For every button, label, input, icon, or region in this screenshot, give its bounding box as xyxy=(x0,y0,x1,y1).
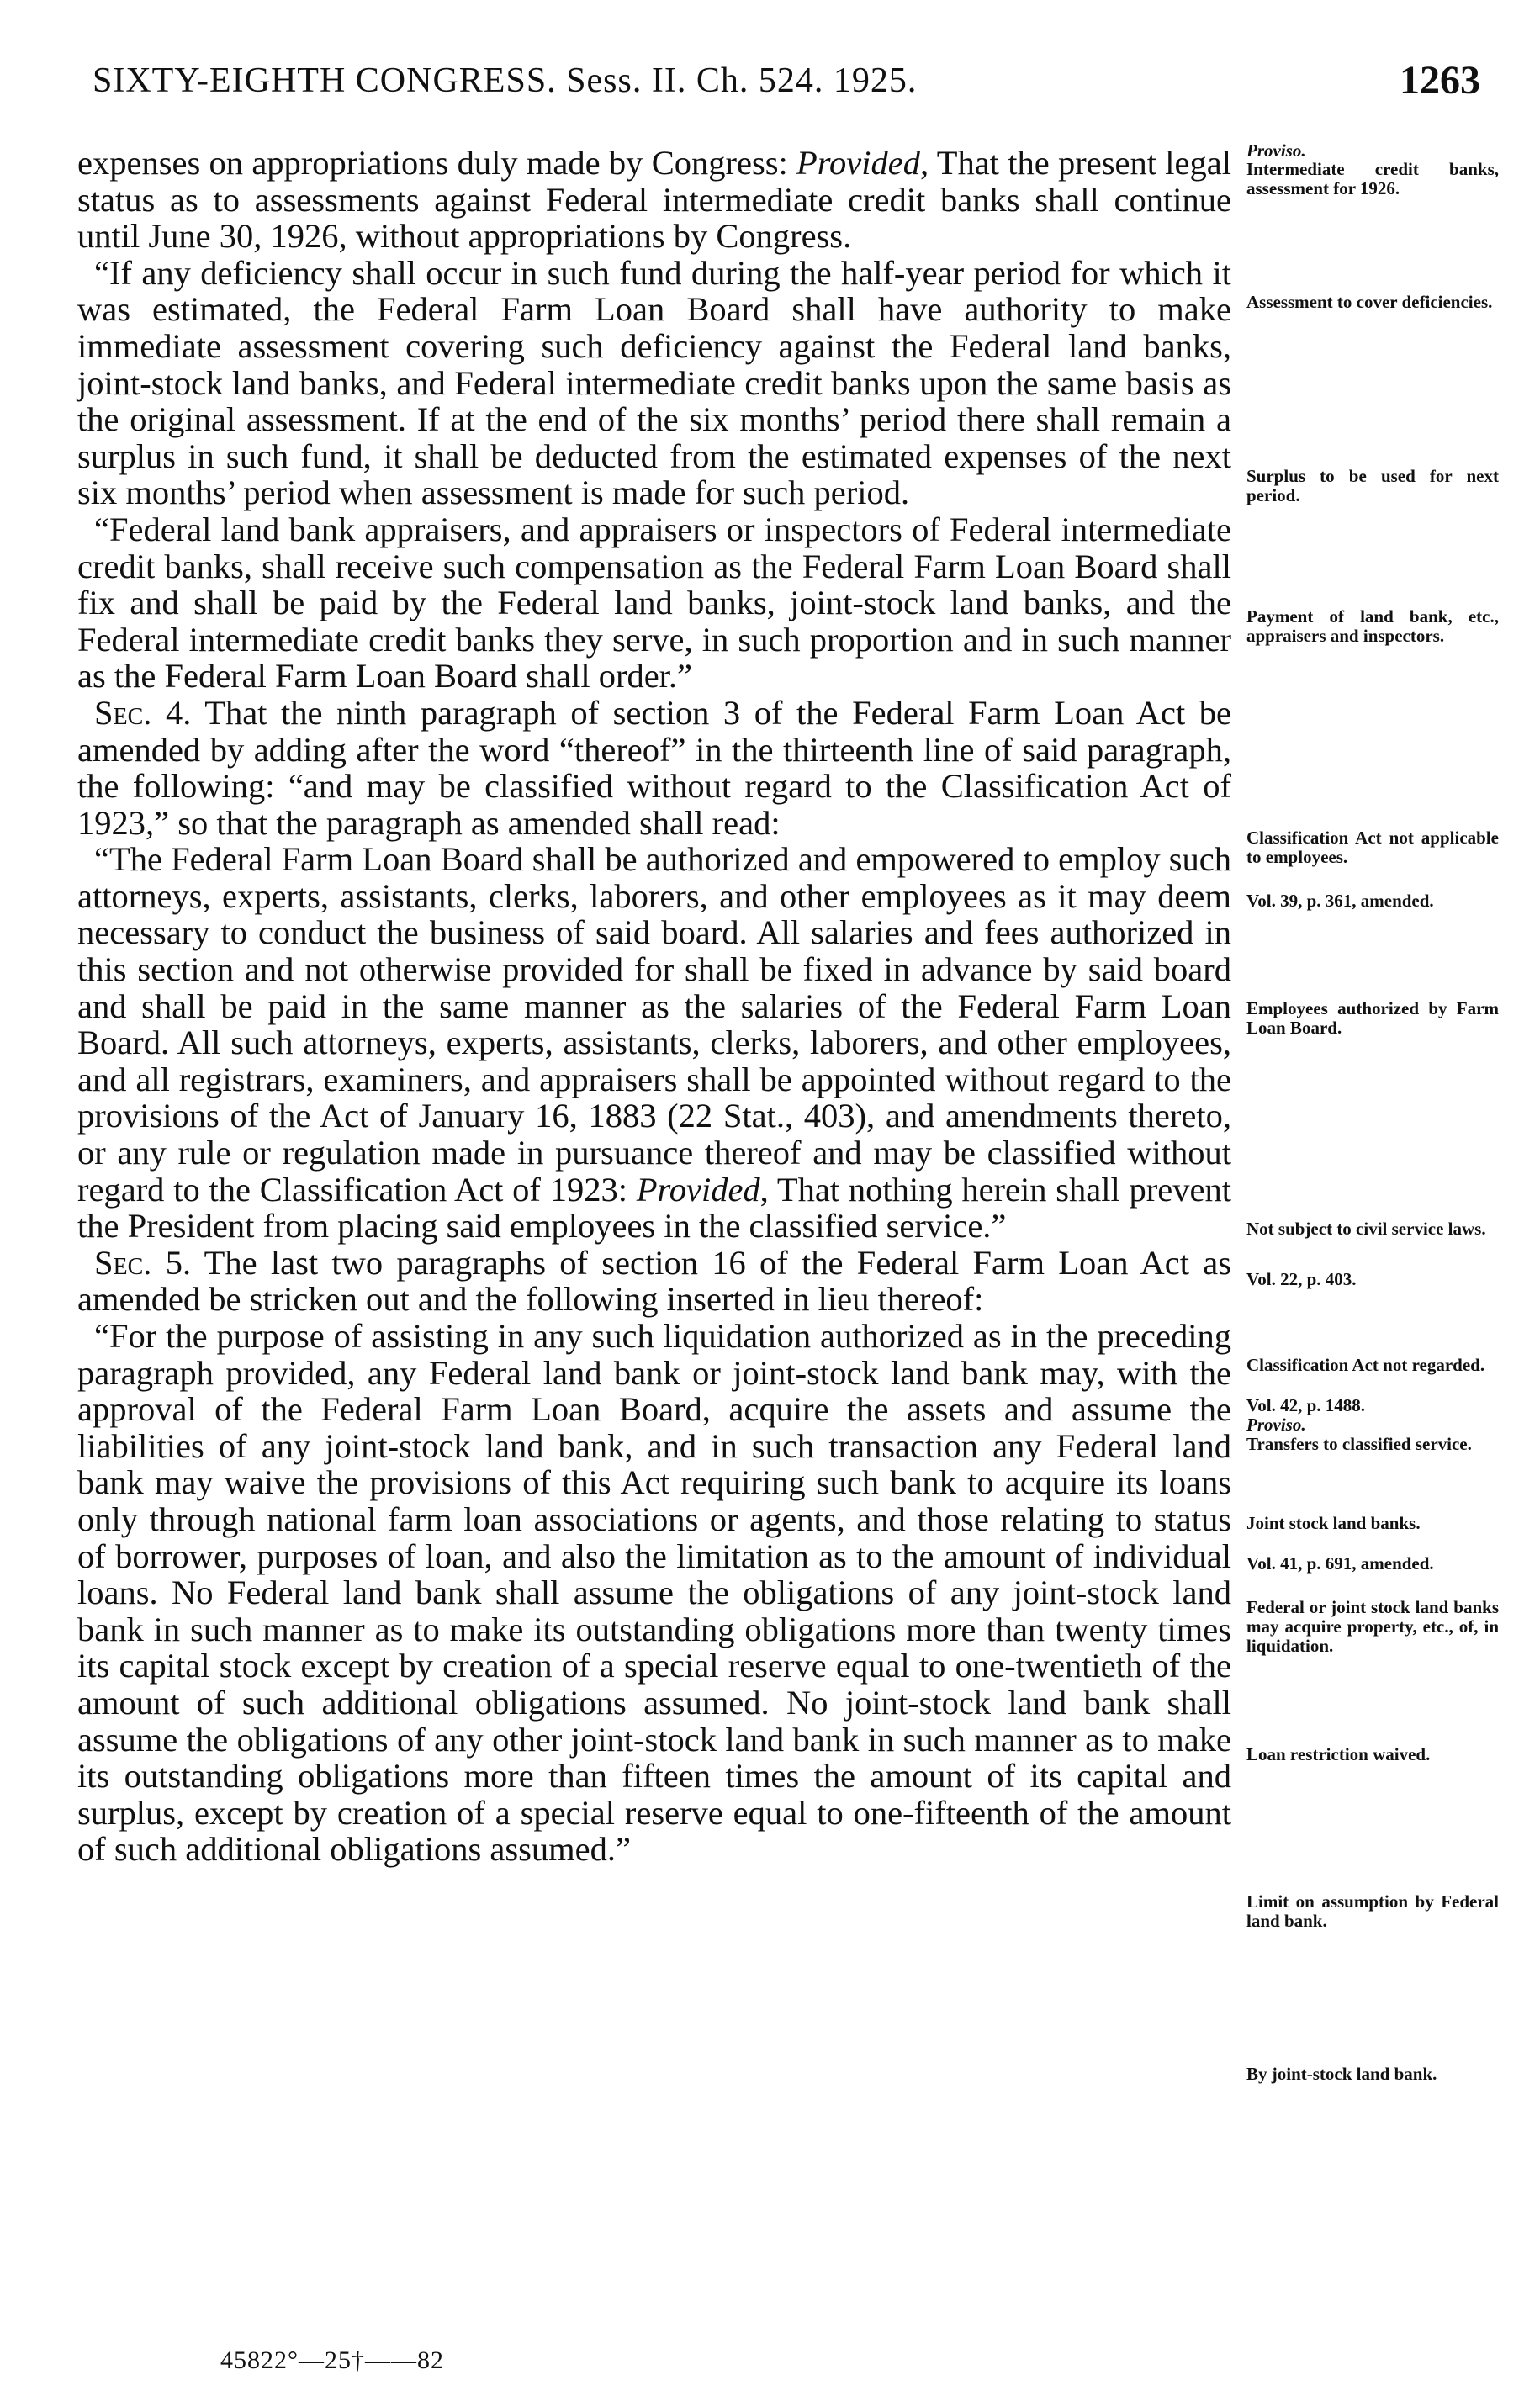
running-head: SIXTY-EIGHTH CONGRESS. Sess. II. Ch. 524. 1925. xyxy=(93,61,918,100)
margin-note-employees-authorized: Employees authorized by Farm Loan Board. xyxy=(1246,998,1499,1038)
section-label: Sec. 4. xyxy=(94,693,192,732)
margin-note-vol22: Vol. 22, p. 403. xyxy=(1246,1269,1357,1289)
paragraph-liquidation: “For the purpose of assisting in any such liquidation authorized as in the preceding paragraph provided, any Federal land bank or joint-stock land bank may, with the approval of the Federal Farm Loan Board, acquire the assets and assume the liabilities of any joint-stock land bank, and in such transaction any Federal land bank may waive the provisions of this Act requiring such bank to acquire its loans only through national farm loan associations or agents, and those relating to status of borrower, purposes of loan, and also the limitation as to the amount of individual loans. No Federal land bank shall assume the obligations of any joint-stock land bank in such manner as to make its outstanding obligations more than twenty times its capital stock except by creation of a special reserve equal to one-twentieth of the amount of such additional obligations assumed. No joint-stock land bank shall assume the obligations of any other joint-stock land bank in such manner as to make its outstanding obligations more than fifteen times the amount of its capital and surplus, except by creation of a special reserve equal to one-fifteenth of the amount of such additional obligations assumed.” xyxy=(77,1317,1231,1869)
margin-note-joint-stock: Joint stock land banks. xyxy=(1246,1513,1421,1533)
statute-body xyxy=(77,145,1231,1868)
paragraph-appropriations: expenses on appropriations duly made by Congress: Provided, That the present legal status as to assessments against Federal intermediate credit banks shall continue until June 30, 1926, without appropriations by Congress. xyxy=(77,144,1231,256)
margin-note-vol42: Vol. 42, p. 1488. xyxy=(1246,1395,1366,1415)
margin-note-classification-not-regarded: Classification Act not regarded. xyxy=(1246,1355,1485,1375)
margin-note-proviso: Proviso. xyxy=(1246,140,1306,161)
proviso-word: Provided xyxy=(796,144,920,182)
margin-notes xyxy=(1246,0,1499,2396)
margin-note-by-joint-stock: By joint-stock land bank. xyxy=(1246,2064,1437,2084)
margin-note-loan-restriction: Loan restriction waived. xyxy=(1246,1744,1431,1764)
paragraph-deficiency: “If any deficiency shall occur in such fund during the half-year period for which it was estimated, the Federal Farm Loan Board shall have authority to make immediate assessment covering such deficiency against the Federal land banks, joint-stock land banks, and Federal intermediate credit banks upon the same basis as the original assessment. If at the end of the six months’ period there shall remain a surplus in such fund, it shall be deducted from the estimated expenses of the next six months’ period when assessment is made for such period. xyxy=(77,253,1231,512)
margin-note-transfers: Transfers to classified service. xyxy=(1246,1434,1472,1454)
margin-note-intermediate-credit: Intermediate credit banks, assessment for 1926. xyxy=(1246,159,1499,198)
page-number: 1263 xyxy=(1400,58,1480,103)
margin-note-payment-appraisers: Payment of land bank, etc., appraisers and inspectors. xyxy=(1246,606,1499,646)
margin-note-acquire-property: Federal or joint stock land banks may acquire property, etc., of, in liquidation. xyxy=(1246,1597,1499,1656)
margin-note-proviso-2: Proviso. xyxy=(1246,1415,1306,1435)
paragraph-board-employees: “The Federal Farm Loan Board shall be authorized and empowered to employ such attorneys, experts, assistants, clerks, laborers, and other employees as it may deem necessary to conduct the business of said board. All salaries and fees authorized in this section and not otherwise provided for shall be fixed in advance by said board and shall be paid in the same manner as the salaries of the Federal Farm Loan Board. All such attorneys, experts, assistants, clerks, laborers, and other employees, and all registrars, examiners, and appraisers shall be appointed without regard to the provisions of the Act of January 16, 1883 (22 Stat., 403), and amendments thereto, or any rule or regulation made in pursuance thereof and may be classified without regard to the Classification Act of 1923: Provided, That nothing herein shall prevent the President from placing said employees in the classified service.” xyxy=(77,840,1231,1246)
margin-note-vol41: Vol. 41, p. 691, amended. xyxy=(1246,1553,1434,1574)
section-label: Sec. 5. xyxy=(94,1243,192,1282)
paragraph-section-5: Sec. 5. The last two paragraphs of section 16 of the Federal Farm Loan Act as amended be stricken out and the following inserted in lieu thereof: xyxy=(77,1243,1231,1319)
paragraph-appraisers: “Federal land bank appraisers, and appraisers or inspectors of Federal intermediate credit banks, shall receive such compensation as the Federal Farm Loan Board shall fix and shall be paid by the Federal land banks, joint-stock land banks, and the Federal intermediate credit banks they serve, in such proportion and in such manner as the Federal Farm Loan Board shall order.” xyxy=(77,510,1231,696)
margin-note-vol39: Vol. 39, p. 361, amended. xyxy=(1246,891,1434,911)
proviso-word: Provided xyxy=(636,1170,760,1209)
margin-note-surplus: Surplus to be used for next period. xyxy=(1246,466,1499,505)
margin-note-assessment: Assessment to cover deficiencies. xyxy=(1246,292,1493,312)
margin-note-civil-service: Not subject to civil service laws. xyxy=(1246,1219,1486,1239)
margin-note-limit-assumption: Limit on assumption by Federal land bank. xyxy=(1246,1891,1499,1931)
paragraph-section-4: Sec. 4. That the ninth paragraph of section 3 of the Federal Farm Loan Act be amended by adding after the word “thereof” in the thirteenth line of said paragraph, the following: “and may be classified without regard to the Classification Act of 1923,” so that the paragraph as amended shall read: xyxy=(77,693,1231,842)
margin-note-classification-not-applicable: Classification Act not applicable to employees. xyxy=(1246,828,1499,867)
footer-printing-code: 45822°—25†——82 xyxy=(220,2346,444,2374)
